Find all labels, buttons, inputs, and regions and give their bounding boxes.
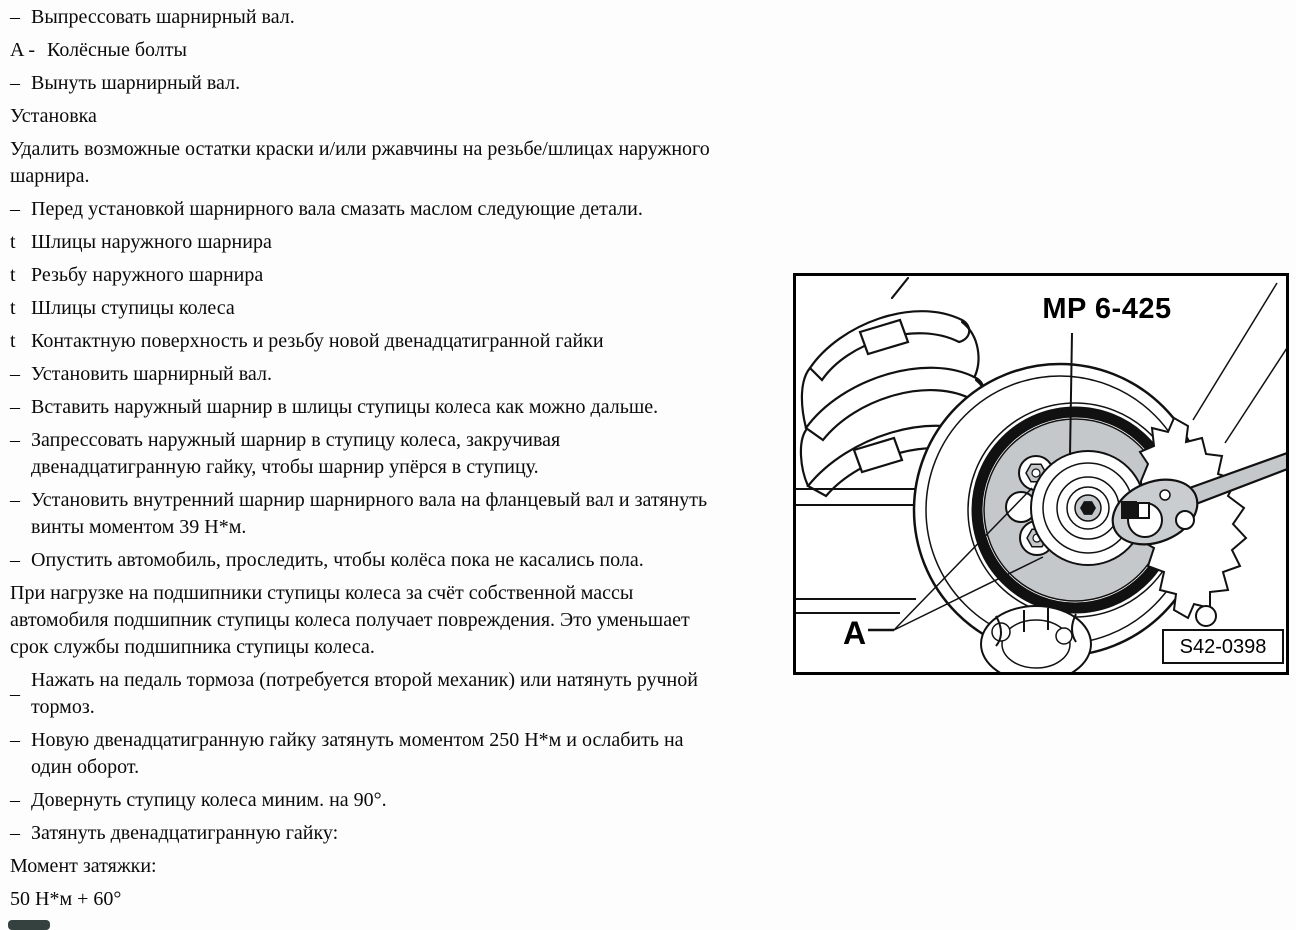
knuckle-bushing: [1196, 606, 1216, 626]
item-marker: –: [10, 6, 20, 28]
instruction-item: [10, 820, 790, 847]
instruction-item: [10, 196, 790, 223]
tool-label: MP 6-425: [1042, 293, 1172, 325]
figure-code: S42-0398: [1179, 636, 1267, 658]
strut-lines: [1193, 283, 1286, 443]
item-marker: –: [10, 363, 20, 385]
instruction-item: [10, 361, 790, 388]
item-marker: –: [10, 549, 20, 571]
instruction-item: [10, 667, 790, 721]
item-marker: –: [10, 489, 20, 511]
item-text: Перед установкой шарнирного вала смазать маслом следующие детали.: [31, 198, 643, 220]
instruction-item: [10, 727, 790, 781]
item-marker: –: [10, 396, 20, 418]
item-text: Момент затяжки:: [10, 855, 157, 877]
instruction-item: [10, 103, 790, 130]
item-text: Новую двенадцатигранную гайку затянуть моментом 250 Н*м и ослабить на один оборот.: [31, 729, 684, 778]
instruction-item: [10, 37, 790, 64]
item-marker: –: [10, 822, 20, 844]
instruction-item: [10, 427, 790, 481]
instruction-item: [10, 487, 790, 541]
instruction-item: [10, 580, 790, 661]
item-text: Вынуть шарнирный вал.: [31, 72, 241, 94]
item-text: Затянуть двенадцатигранную гайку:: [31, 822, 339, 844]
callout-a-label: A: [843, 615, 867, 651]
item-text: Контактную поверхность и резьбу новой двенадцатигранной гайки: [31, 330, 604, 352]
item-text: Запрессовать наружный шарнир в ступицу колеса, закручивая двенадцатигранную гайку, чтобы шарнир упёрся в ступицу.: [31, 429, 561, 478]
item-text: Шлицы наружного шарнира: [31, 231, 272, 253]
item-text: Установить шарнирный вал.: [31, 363, 272, 385]
item-text: 50 Н*м + 60°: [10, 888, 122, 910]
item-text: Колёсные болты: [47, 39, 187, 61]
item-marker: t: [10, 231, 16, 253]
instruction-item: [10, 4, 790, 31]
cv-joint-drawing: [981, 606, 1091, 672]
instruction-item: [10, 886, 790, 913]
instruction-item: [10, 136, 790, 190]
instruction-item: [10, 394, 790, 421]
item-text: Установить внутренний шарнир шарнирного вала на фланцевый вал и затянуть винты моментом 39 Н*м.: [31, 489, 708, 538]
item-text: При нагрузке на подшипники ступицы колеса за счёт собственной массы автомобиля подшипник ступицы колеса получает повреждения. Это уменьшает срок службы подшипника ступицы колеса.: [10, 582, 690, 658]
item-text: Вставить наружный шарнир в шлицы ступицы колеса как можно дальше.: [31, 396, 659, 418]
item-text: Выпрессовать шарнирный вал.: [31, 6, 295, 28]
item-text: Удалить возможные остатки краски и/или ржавчины на резьбе/шлицах наружного шарнира.: [10, 138, 710, 187]
instructions: [10, 4, 790, 919]
instruction-item: [10, 262, 790, 289]
item-text: Установка: [10, 105, 97, 127]
item-marker: –: [10, 789, 20, 811]
item-marker: –: [10, 198, 20, 220]
item-marker: –: [10, 729, 20, 751]
item-text: Нажать на педаль тормоза (потребуется второй механик) или натянуть ручной тормоз.: [31, 669, 698, 718]
instruction-item: [10, 853, 790, 880]
square-drive: [1121, 501, 1137, 519]
item-marker: t: [10, 330, 16, 352]
item-marker: –: [10, 429, 20, 451]
bottom-cropped-icon[interactable]: [8, 920, 50, 930]
instruction-item: [10, 70, 790, 97]
instruction-item: [10, 547, 790, 574]
item-marker: t: [10, 297, 16, 319]
instruction-item: [10, 229, 790, 256]
item-text: Резьбу наружного шарнира: [31, 264, 264, 286]
instruction-item: [10, 787, 790, 814]
item-marker: –: [10, 72, 20, 94]
item-marker: t: [10, 264, 16, 286]
item-text: Шлицы ступицы колеса: [31, 297, 235, 319]
item-text: Довернуть ступицу колеса миним. на 90°.: [31, 789, 387, 811]
figure-code-box: [1163, 630, 1283, 663]
item-text: Опустить автомобиль, проследить, чтобы колёса пока не касались пола.: [31, 549, 644, 571]
item-marker: –: [10, 682, 20, 705]
instruction-item: [10, 295, 790, 322]
figure-frame: [793, 273, 1289, 675]
item-marker: A -: [10, 39, 35, 61]
instruction-item: [10, 328, 790, 355]
hub-diagram: [796, 276, 1286, 672]
